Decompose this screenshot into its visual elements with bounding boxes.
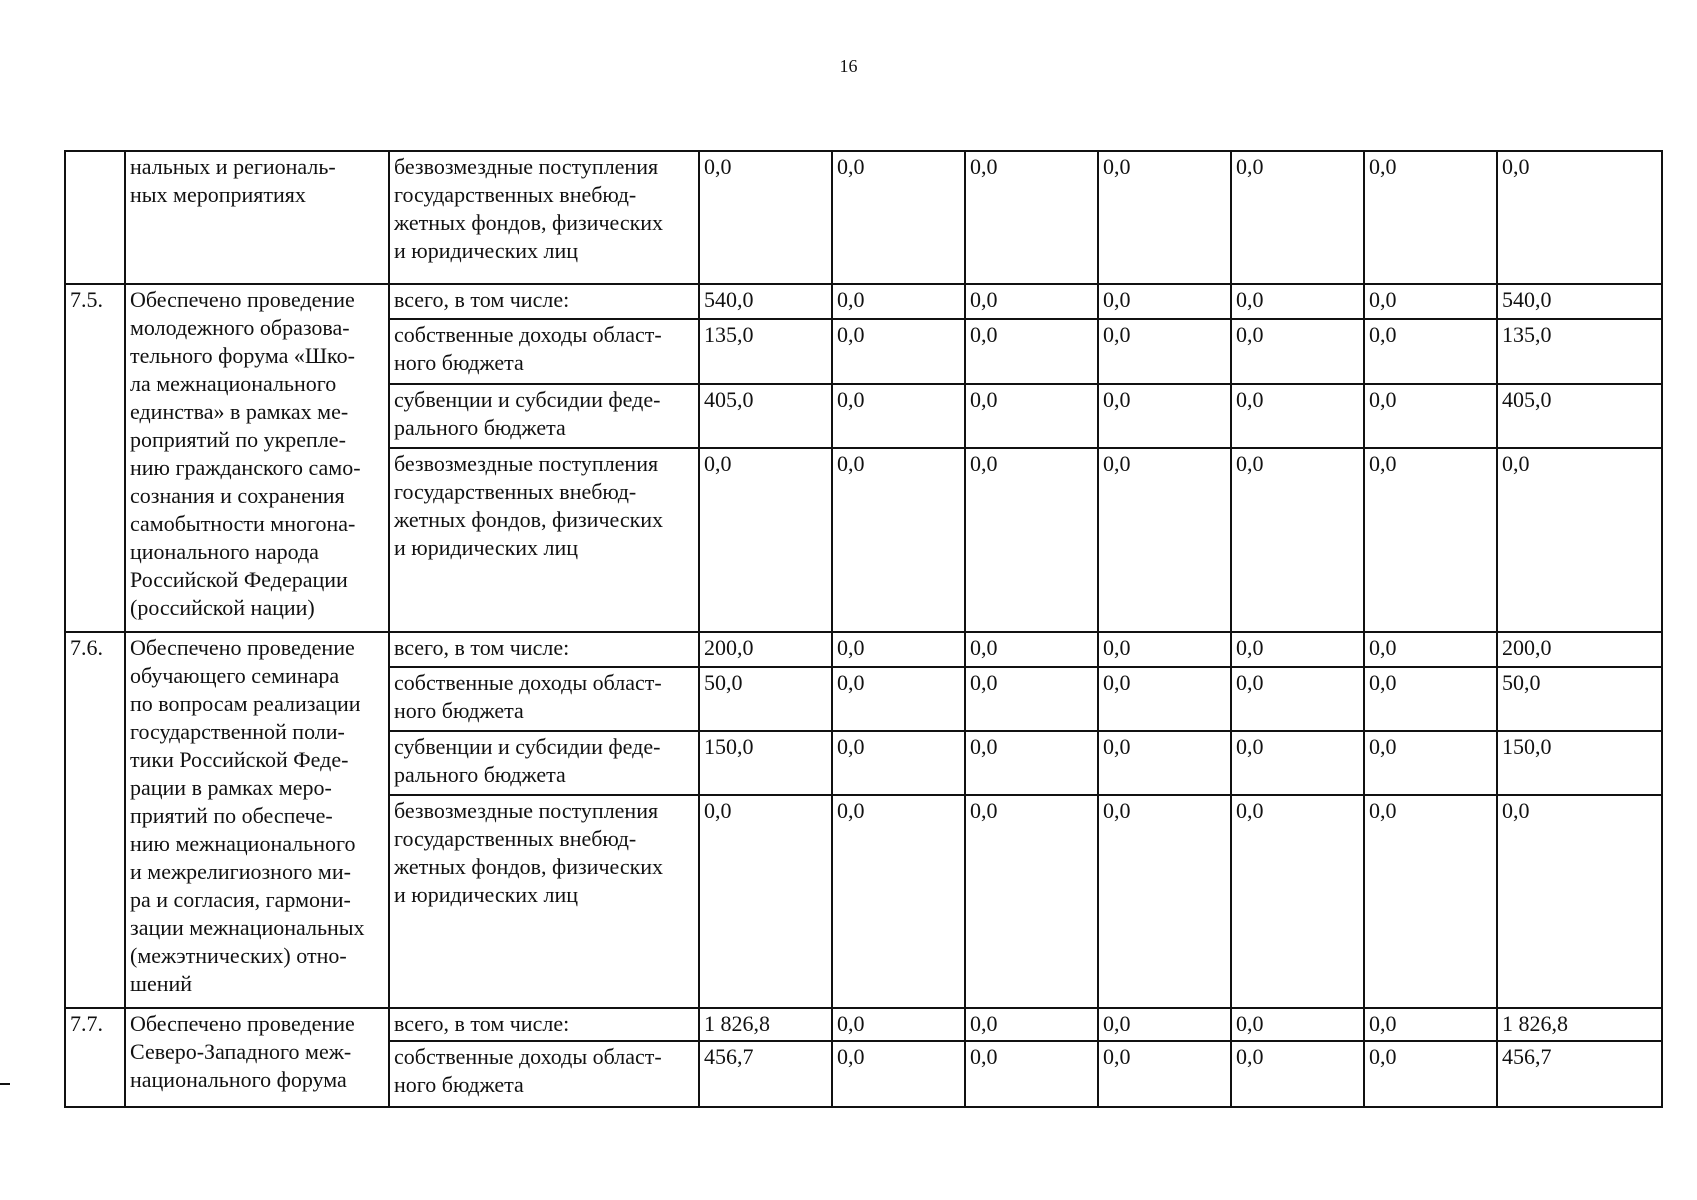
amount-cell (1098, 795, 1231, 1008)
amount-cell-text: 0,0 (837, 798, 865, 824)
amount-cell-text: 0,0 (1369, 734, 1397, 760)
amount-cell-text: 150,0 (704, 734, 754, 760)
funding-source (389, 795, 699, 1008)
amount-cell-text: 456,7 (704, 1044, 754, 1070)
amount-cell (699, 284, 832, 319)
margin-mark (0, 1083, 10, 1085)
item-code (65, 151, 125, 284)
amount-cell-text: 0,0 (1236, 734, 1264, 760)
amount-cell-text: 0,0 (1369, 322, 1397, 348)
amount-cell-text: 0,0 (1103, 1044, 1131, 1070)
amount-cell-text: 0,0 (1236, 386, 1264, 412)
amount-cell (832, 1008, 965, 1041)
amount-cell (1364, 1041, 1497, 1107)
amount-cell (1497, 448, 1662, 632)
item-code (65, 1008, 125, 1107)
amount-cell (1364, 632, 1497, 667)
amount-cell (832, 632, 965, 667)
amount-cell (1497, 284, 1662, 319)
table-row (65, 151, 1662, 284)
funding-source (389, 667, 699, 731)
item-description-text: Обеспечено проведение Северо-Западного меж- национального форума (130, 1011, 355, 1093)
budget-table (64, 150, 1663, 1108)
amount-cell (1497, 151, 1662, 284)
item-code (65, 284, 125, 632)
amount-cell (1098, 1008, 1231, 1041)
item-code-text: 7.6. (70, 635, 103, 661)
amount-cell-text: 540,0 (1502, 287, 1552, 313)
amount-cell-text: 0,0 (970, 669, 998, 695)
amount-cell (965, 319, 1098, 384)
amount-cell-text: 0,0 (970, 287, 998, 313)
amount-cell (1497, 384, 1662, 449)
amount-cell (1364, 667, 1497, 731)
amount-cell (965, 1008, 1098, 1041)
amount-cell-text: 50,0 (704, 669, 743, 695)
funding-source-text: субвенции и субсидии феде- рального бюджета (394, 734, 661, 788)
amount-cell (1364, 384, 1497, 449)
amount-cell (1231, 384, 1364, 449)
funding-source-text: собственные доходы област- ного бюджета (394, 1044, 662, 1098)
amount-cell (1098, 731, 1231, 795)
amount-cell (1231, 151, 1364, 284)
funding-source (389, 448, 699, 632)
amount-cell (1497, 1041, 1662, 1107)
amount-cell (1098, 448, 1231, 632)
amount-cell (1497, 1008, 1662, 1041)
funding-source-text: безвозмездные поступления государственных внебюд- жетных фондов, физических и юридических лиц (394, 451, 664, 561)
amount-cell (832, 795, 965, 1008)
amount-cell (1231, 1041, 1364, 1107)
amount-cell (1497, 795, 1662, 1008)
amount-cell-text: 0,0 (837, 386, 865, 412)
amount-cell (832, 731, 965, 795)
funding-source-text: собственные доходы област- ного бюджета (394, 322, 662, 376)
amount-cell-text: 0,0 (970, 1044, 998, 1070)
amount-cell (965, 151, 1098, 284)
amount-cell (1231, 284, 1364, 319)
amount-cell-text: 0,0 (837, 287, 865, 313)
amount-cell-text: 0,0 (970, 386, 998, 412)
item-description (125, 632, 389, 1008)
funding-source-text: безвозмездные поступления государственных внебюд- жетных фондов, физических и юридических лиц (394, 154, 664, 263)
funding-source-text: безвозмездные поступления государственных внебюд- жетных фондов, физических и юридических лиц (394, 798, 664, 908)
amount-cell-text: 0,0 (970, 451, 998, 477)
amount-cell-text: 0,0 (970, 1011, 998, 1037)
amount-cell-text: 0,0 (1103, 287, 1131, 313)
amount-cell-text: 150,0 (1502, 734, 1552, 760)
amount-cell-text: 540,0 (704, 287, 754, 313)
amount-cell-text: 0,0 (1236, 287, 1264, 313)
amount-cell (832, 284, 965, 319)
amount-cell (965, 284, 1098, 319)
amount-cell-text: 200,0 (704, 635, 754, 661)
amount-cell-text: 0,0 (970, 798, 998, 824)
amount-cell-text: 405,0 (704, 386, 754, 412)
amount-cell-text: 0,0 (1369, 451, 1397, 477)
amount-cell (1231, 731, 1364, 795)
amount-cell (1231, 795, 1364, 1008)
amount-cell (699, 1008, 832, 1041)
funding-source-text: всего, в том числе: (394, 635, 570, 661)
amount-cell-text: 0,0 (1103, 386, 1131, 412)
funding-source (389, 319, 699, 384)
amount-cell-text: 0,0 (704, 798, 732, 824)
amount-cell-text: 0,0 (970, 154, 998, 179)
amount-cell (699, 795, 832, 1008)
amount-cell-text: 0,0 (704, 154, 732, 179)
amount-cell (965, 731, 1098, 795)
amount-cell-text: 0,0 (1103, 798, 1131, 824)
amount-cell (832, 319, 965, 384)
amount-cell (1098, 151, 1231, 284)
amount-cell-text: 0,0 (1369, 1011, 1397, 1037)
amount-cell-text: 0,0 (1502, 798, 1530, 824)
amount-cell (965, 667, 1098, 731)
amount-cell (699, 667, 832, 731)
amount-cell (699, 1041, 832, 1107)
amount-cell (1364, 151, 1497, 284)
amount-cell-text: 0,0 (1236, 635, 1264, 661)
amount-cell (832, 448, 965, 632)
amount-cell (1231, 1008, 1364, 1041)
amount-cell-text: 0,0 (1369, 635, 1397, 661)
amount-cell (1231, 319, 1364, 384)
funding-source (389, 384, 699, 449)
amount-cell (832, 667, 965, 731)
amount-cell-text: 0,0 (837, 154, 865, 179)
amount-cell-text: 0,0 (704, 451, 732, 477)
amount-cell-text: 0,0 (1369, 287, 1397, 313)
amount-cell-text: 0,0 (837, 322, 865, 348)
amount-cell (1098, 384, 1231, 449)
amount-cell-text: 0,0 (1236, 1044, 1264, 1070)
amount-cell (699, 632, 832, 667)
amount-cell (1231, 632, 1364, 667)
amount-cell-text: 0,0 (1236, 798, 1264, 824)
item-code (65, 632, 125, 1008)
page-number: 16 (839, 56, 858, 76)
item-code-text: 7.5. (70, 287, 103, 313)
item-description (125, 1008, 389, 1107)
funding-source-text: всего, в том числе: (394, 287, 570, 313)
item-code-text: 7.7. (70, 1011, 103, 1037)
item-description (125, 284, 389, 632)
amount-cell (699, 319, 832, 384)
amount-cell-text: 0,0 (837, 669, 865, 695)
amount-cell (965, 795, 1098, 1008)
amount-cell-text: 0,0 (970, 734, 998, 760)
amount-cell (1231, 448, 1364, 632)
amount-cell (1098, 632, 1231, 667)
amount-cell-text: 0,0 (837, 451, 865, 477)
amount-cell-text: 0,0 (1236, 322, 1264, 348)
amount-cell-text: 0,0 (970, 322, 998, 348)
amount-cell (699, 151, 832, 284)
amount-cell (699, 731, 832, 795)
amount-cell-text: 0,0 (837, 1011, 865, 1037)
amount-cell (1098, 667, 1231, 731)
table-row (65, 632, 1662, 667)
amount-cell-text: 0,0 (1103, 451, 1131, 477)
amount-cell-text: 200,0 (1502, 635, 1552, 661)
funding-source-text: всего, в том числе: (394, 1011, 570, 1037)
amount-cell-text: 0,0 (1103, 635, 1131, 661)
amount-cell-text: 0,0 (837, 635, 865, 661)
amount-cell-text: 0,0 (1502, 154, 1530, 179)
amount-cell (1364, 1008, 1497, 1041)
amount-cell-text: 0,0 (1236, 669, 1264, 695)
amount-cell-text: 0,0 (1103, 154, 1131, 179)
amount-cell (1364, 448, 1497, 632)
amount-cell-text: 0,0 (1502, 451, 1530, 477)
amount-cell-text: 0,0 (1369, 798, 1397, 824)
amount-cell (965, 384, 1098, 449)
funding-source (389, 151, 699, 284)
amount-cell (832, 1041, 965, 1107)
funding-source (389, 284, 699, 319)
amount-cell (1364, 284, 1497, 319)
amount-cell-text: 50,0 (1502, 669, 1541, 695)
funding-source (389, 632, 699, 667)
table-body (65, 151, 1662, 1107)
funding-source (389, 731, 699, 795)
amount-cell-text: 0,0 (1369, 1044, 1397, 1070)
amount-cell (1364, 319, 1497, 384)
item-description-text: нальных и региональ- ных мероприятиях (130, 154, 336, 207)
amount-cell (832, 151, 965, 284)
amount-cell-text: 0,0 (1236, 451, 1264, 477)
amount-cell-text: 0,0 (1103, 322, 1131, 348)
amount-cell (1231, 667, 1364, 731)
amount-cell (699, 448, 832, 632)
amount-cell (1364, 795, 1497, 1008)
amount-cell-text: 0,0 (837, 734, 865, 760)
amount-cell (965, 1041, 1098, 1107)
amount-cell-text: 0,0 (1236, 154, 1264, 179)
amount-cell-text: 135,0 (1502, 322, 1552, 348)
amount-cell (1497, 667, 1662, 731)
amount-cell (1497, 731, 1662, 795)
amount-cell (1098, 1041, 1231, 1107)
funding-source-text: собственные доходы област- ного бюджета (394, 669, 662, 723)
amount-cell-text: 135,0 (704, 322, 754, 348)
table-row (65, 284, 1662, 319)
amount-cell (699, 384, 832, 449)
item-description-text: Обеспечено проведение молодежного образова- тельного форума «Шко- ла межнационального единства» в рамках ме- роприятий по укрепле- нию гражданского само- сознания и сохранения самобытности многона- ционального народа Российской Федерации (российской нации) (130, 287, 361, 621)
amount-cell (1497, 632, 1662, 667)
amount-cell (965, 448, 1098, 632)
amount-cell-text: 0,0 (1103, 669, 1131, 695)
amount-cell (832, 384, 965, 449)
amount-cell-text: 456,7 (1502, 1044, 1552, 1070)
amount-cell-text: 0,0 (1369, 386, 1397, 412)
item-description (125, 151, 389, 284)
funding-source (389, 1041, 699, 1107)
amount-cell-text: 0,0 (970, 635, 998, 661)
amount-cell-text: 1 826,8 (1502, 1011, 1568, 1037)
amount-cell (1497, 319, 1662, 384)
amount-cell-text: 0,0 (1103, 734, 1131, 760)
amount-cell-text: 1 826,8 (704, 1011, 770, 1037)
amount-cell (1098, 284, 1231, 319)
amount-cell-text: 0,0 (1236, 1011, 1264, 1037)
amount-cell (1098, 319, 1231, 384)
amount-cell-text: 0,0 (837, 1044, 865, 1070)
amount-cell (965, 632, 1098, 667)
item-description-text: Обеспечено проведение обучающего семинара по вопросам реализации государственной поли- тики Российской Феде- рации в рамках меро- приятий по обеспече- нию межнационального и межрелигиозного ми- ра и согласия, гармони- зации межнациональных (межэтнических) отно- шений (130, 635, 365, 997)
table-row (65, 1008, 1662, 1041)
amount-cell-text: 0,0 (1103, 1011, 1131, 1037)
funding-source-text: субвенции и субсидии феде- рального бюджета (394, 386, 661, 440)
amount-cell-text: 0,0 (1369, 669, 1397, 695)
amount-cell-text: 0,0 (1369, 154, 1397, 179)
funding-source (389, 1008, 699, 1041)
amount-cell-text: 405,0 (1502, 386, 1552, 412)
amount-cell (1364, 731, 1497, 795)
